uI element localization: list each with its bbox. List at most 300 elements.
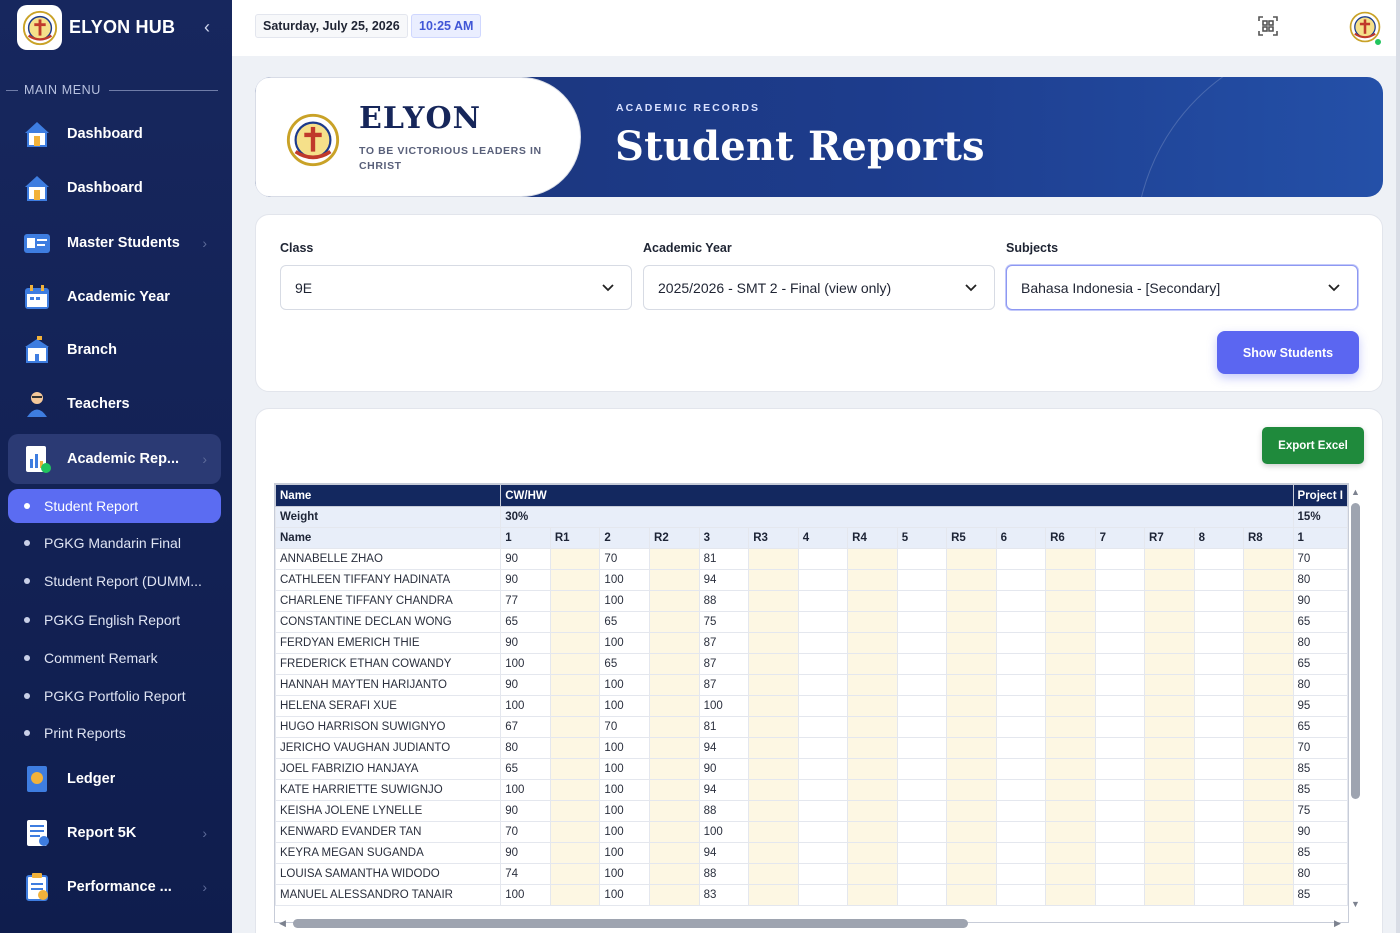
score-cell[interactable] — [996, 885, 1045, 906]
score-cell[interactable]: 100 — [600, 864, 650, 885]
score-cell[interactable] — [798, 591, 847, 612]
score-cell[interactable] — [798, 549, 847, 570]
score-cell[interactable] — [996, 675, 1045, 696]
remark-score-cell[interactable] — [1243, 759, 1293, 780]
remark-score-cell[interactable] — [1046, 612, 1096, 633]
remark-score-cell[interactable] — [650, 759, 700, 780]
remark-score-cell[interactable] — [947, 864, 997, 885]
remark-score-cell[interactable] — [550, 801, 600, 822]
score-cell[interactable]: 100 — [600, 885, 650, 906]
score-cell[interactable]: 87 — [699, 654, 749, 675]
remark-score-cell[interactable] — [947, 822, 997, 843]
score-cell[interactable] — [798, 801, 847, 822]
remark-score-cell[interactable] — [550, 843, 600, 864]
score-cell[interactable] — [1194, 654, 1243, 675]
remark-score-cell[interactable] — [1243, 654, 1293, 675]
remark-score-cell[interactable] — [650, 654, 700, 675]
remark-score-cell[interactable] — [947, 738, 997, 759]
score-cell[interactable] — [1194, 549, 1243, 570]
remark-score-cell[interactable] — [1145, 738, 1195, 759]
score-cell[interactable]: 90 — [501, 843, 551, 864]
remark-score-cell[interactable] — [1243, 591, 1293, 612]
sidebar-item-dashboard[interactable] — [8, 109, 221, 159]
remark-score-cell[interactable] — [749, 654, 799, 675]
remark-score-cell[interactable] — [749, 633, 799, 654]
project-score-cell[interactable]: 85 — [1293, 885, 1347, 906]
score-cell[interactable]: 94 — [699, 738, 749, 759]
score-cell[interactable] — [1095, 675, 1144, 696]
remark-score-cell[interactable] — [550, 822, 600, 843]
page-scrollbar[interactable] — [1396, 0, 1400, 933]
score-cell[interactable]: 100 — [600, 675, 650, 696]
score-cell[interactable] — [1194, 612, 1243, 633]
score-cell[interactable] — [996, 696, 1045, 717]
remark-score-cell[interactable] — [848, 696, 898, 717]
remark-score-cell[interactable] — [947, 654, 997, 675]
score-cell[interactable] — [897, 801, 946, 822]
project-score-cell[interactable]: 85 — [1293, 759, 1347, 780]
score-cell[interactable] — [1095, 738, 1144, 759]
score-cell[interactable] — [897, 738, 946, 759]
remark-score-cell[interactable] — [1243, 696, 1293, 717]
remark-score-cell[interactable] — [550, 612, 600, 633]
table-row[interactable] — [276, 654, 1348, 675]
score-cell[interactable]: 100 — [501, 885, 551, 906]
table-row[interactable] — [276, 696, 1348, 717]
score-cell[interactable]: 70 — [600, 717, 650, 738]
scroll-right-icon[interactable]: ▶ — [1334, 918, 1341, 928]
remark-score-cell[interactable] — [848, 549, 898, 570]
remark-score-cell[interactable] — [1145, 759, 1195, 780]
score-cell[interactable] — [897, 549, 946, 570]
remark-score-cell[interactable] — [1145, 864, 1195, 885]
project-score-cell[interactable]: 80 — [1293, 570, 1347, 591]
remark-score-cell[interactable] — [1046, 633, 1096, 654]
remark-score-cell[interactable] — [947, 759, 997, 780]
remark-score-cell[interactable] — [749, 675, 799, 696]
remark-score-cell[interactable] — [947, 612, 997, 633]
table-row[interactable] — [276, 549, 1348, 570]
score-cell[interactable]: 88 — [699, 801, 749, 822]
remark-score-cell[interactable] — [749, 864, 799, 885]
remark-score-cell[interactable] — [947, 843, 997, 864]
remark-score-cell[interactable] — [749, 780, 799, 801]
remark-score-cell[interactable] — [1145, 780, 1195, 801]
remark-score-cell[interactable] — [1145, 570, 1195, 591]
remark-score-cell[interactable] — [1145, 822, 1195, 843]
remark-score-cell[interactable] — [848, 843, 898, 864]
remark-score-cell[interactable] — [1145, 801, 1195, 822]
remark-score-cell[interactable] — [650, 612, 700, 633]
project-score-cell[interactable]: 70 — [1293, 738, 1347, 759]
score-cell[interactable] — [897, 675, 946, 696]
remark-score-cell[interactable] — [1046, 759, 1096, 780]
score-cell[interactable] — [1194, 675, 1243, 696]
score-cell[interactable] — [798, 780, 847, 801]
score-cell[interactable]: 83 — [699, 885, 749, 906]
score-cell[interactable] — [996, 549, 1045, 570]
sidebar-item-performance[interactable] — [8, 862, 221, 912]
remark-score-cell[interactable] — [848, 759, 898, 780]
score-cell[interactable] — [1194, 738, 1243, 759]
score-cell[interactable] — [1095, 570, 1144, 591]
score-cell[interactable]: 100 — [501, 780, 551, 801]
remark-score-cell[interactable] — [650, 780, 700, 801]
remark-score-cell[interactable] — [550, 717, 600, 738]
export-excel-button[interactable]: Export Excel — [1262, 427, 1364, 464]
remark-score-cell[interactable] — [1145, 549, 1195, 570]
project-score-cell[interactable]: 65 — [1293, 612, 1347, 633]
score-cell[interactable] — [1095, 549, 1144, 570]
project-score-cell[interactable]: 90 — [1293, 822, 1347, 843]
remark-score-cell[interactable] — [550, 654, 600, 675]
remark-score-cell[interactable] — [650, 843, 700, 864]
remark-score-cell[interactable] — [848, 738, 898, 759]
project-score-cell[interactable]: 75 — [1293, 801, 1347, 822]
remark-score-cell[interactable] — [650, 864, 700, 885]
score-cell[interactable] — [1194, 633, 1243, 654]
remark-score-cell[interactable] — [749, 822, 799, 843]
remark-score-cell[interactable] — [848, 864, 898, 885]
table-row[interactable] — [276, 801, 1348, 822]
score-cell[interactable] — [996, 864, 1045, 885]
remark-score-cell[interactable] — [1145, 654, 1195, 675]
score-cell[interactable] — [897, 822, 946, 843]
score-cell[interactable]: 100 — [600, 570, 650, 591]
remark-score-cell[interactable] — [1046, 675, 1096, 696]
remark-score-cell[interactable] — [749, 738, 799, 759]
remark-score-cell[interactable] — [848, 822, 898, 843]
score-cell[interactable]: 90 — [501, 675, 551, 696]
vertical-scroll-thumb[interactable] — [1351, 503, 1360, 799]
score-cell[interactable] — [1194, 759, 1243, 780]
remark-score-cell[interactable] — [947, 696, 997, 717]
remark-score-cell[interactable] — [1046, 696, 1096, 717]
remark-score-cell[interactable] — [1243, 780, 1293, 801]
subjects-select[interactable] — [1006, 265, 1358, 310]
remark-score-cell[interactable] — [848, 675, 898, 696]
project-score-cell[interactable]: 65 — [1293, 654, 1347, 675]
sidebar-item-master-students[interactable] — [8, 218, 221, 268]
remark-score-cell[interactable] — [650, 822, 700, 843]
submenu-item-pgkg-english-report[interactable] — [8, 603, 221, 637]
score-cell[interactable]: 100 — [600, 801, 650, 822]
remark-score-cell[interactable] — [1145, 591, 1195, 612]
table-row[interactable] — [276, 717, 1348, 738]
score-cell[interactable]: 90 — [501, 570, 551, 591]
remark-score-cell[interactable] — [650, 696, 700, 717]
score-cell[interactable]: 100 — [600, 591, 650, 612]
remark-score-cell[interactable] — [1046, 549, 1096, 570]
score-cell[interactable]: 80 — [501, 738, 551, 759]
scroll-up-icon[interactable]: ▲ — [1351, 487, 1360, 497]
remark-score-cell[interactable] — [749, 612, 799, 633]
remark-score-cell[interactable] — [1046, 591, 1096, 612]
score-cell[interactable] — [798, 612, 847, 633]
score-cell[interactable] — [897, 696, 946, 717]
sidebar-item-academic-year[interactable] — [8, 272, 221, 322]
remark-score-cell[interactable] — [1046, 738, 1096, 759]
score-cell[interactable] — [996, 654, 1045, 675]
score-cell[interactable] — [996, 570, 1045, 591]
score-cell[interactable] — [996, 591, 1045, 612]
score-cell[interactable]: 94 — [699, 570, 749, 591]
project-score-cell[interactable]: 90 — [1293, 591, 1347, 612]
score-cell[interactable] — [1095, 864, 1144, 885]
remark-score-cell[interactable] — [650, 885, 700, 906]
remark-score-cell[interactable] — [1046, 717, 1096, 738]
score-cell[interactable] — [798, 885, 847, 906]
submenu-item-print-reports[interactable] — [8, 716, 221, 750]
sidebar-item-dashboard[interactable] — [8, 163, 221, 213]
score-cell[interactable]: 77 — [501, 591, 551, 612]
remark-score-cell[interactable] — [650, 675, 700, 696]
remark-score-cell[interactable] — [749, 549, 799, 570]
score-cell[interactable] — [1194, 822, 1243, 843]
score-cell[interactable] — [1194, 591, 1243, 612]
score-cell[interactable]: 90 — [699, 759, 749, 780]
score-cell[interactable] — [798, 843, 847, 864]
remark-score-cell[interactable] — [749, 801, 799, 822]
score-cell[interactable]: 100 — [600, 633, 650, 654]
remark-score-cell[interactable] — [1243, 864, 1293, 885]
project-score-cell[interactable]: 85 — [1293, 843, 1347, 864]
score-cell[interactable] — [798, 696, 847, 717]
table-row[interactable] — [276, 633, 1348, 654]
remark-score-cell[interactable] — [1145, 717, 1195, 738]
table-row[interactable] — [276, 822, 1348, 843]
score-cell[interactable] — [798, 654, 847, 675]
remark-score-cell[interactable] — [1243, 885, 1293, 906]
remark-score-cell[interactable] — [550, 591, 600, 612]
remark-score-cell[interactable] — [550, 759, 600, 780]
table-row[interactable] — [276, 864, 1348, 885]
score-cell[interactable] — [996, 633, 1045, 654]
score-cell[interactable] — [1095, 759, 1144, 780]
score-cell[interactable] — [798, 717, 847, 738]
remark-score-cell[interactable] — [650, 633, 700, 654]
remark-score-cell[interactable] — [1145, 885, 1195, 906]
sidebar-item-teachers[interactable] — [8, 379, 221, 429]
score-cell[interactable] — [1095, 885, 1144, 906]
sidebar-item-academic-rep[interactable] — [8, 434, 221, 484]
remark-score-cell[interactable] — [1243, 738, 1293, 759]
remark-score-cell[interactable] — [550, 738, 600, 759]
qr-scan-icon[interactable] — [1256, 14, 1280, 38]
score-cell[interactable] — [798, 738, 847, 759]
score-cell[interactable]: 90 — [501, 549, 551, 570]
score-cell[interactable]: 100 — [600, 696, 650, 717]
remark-score-cell[interactable] — [848, 654, 898, 675]
score-cell[interactable]: 65 — [501, 612, 551, 633]
score-cell[interactable] — [1194, 885, 1243, 906]
remark-score-cell[interactable] — [1145, 675, 1195, 696]
remark-score-cell[interactable] — [947, 633, 997, 654]
remark-score-cell[interactable] — [1046, 801, 1096, 822]
remark-score-cell[interactable] — [947, 780, 997, 801]
remark-score-cell[interactable] — [1145, 633, 1195, 654]
score-cell[interactable]: 100 — [600, 780, 650, 801]
score-cell[interactable] — [1095, 822, 1144, 843]
table-row[interactable] — [276, 738, 1348, 759]
score-cell[interactable] — [1095, 780, 1144, 801]
remark-score-cell[interactable] — [550, 780, 600, 801]
table-row[interactable] — [276, 780, 1348, 801]
score-cell[interactable] — [996, 612, 1045, 633]
remark-score-cell[interactable] — [1243, 549, 1293, 570]
score-cell[interactable]: 90 — [501, 801, 551, 822]
score-cell[interactable] — [996, 843, 1045, 864]
score-cell[interactable] — [996, 738, 1045, 759]
score-cell[interactable] — [897, 759, 946, 780]
score-cell[interactable] — [897, 717, 946, 738]
sidebar-item-branch[interactable] — [8, 325, 221, 375]
score-cell[interactable] — [1194, 696, 1243, 717]
remark-score-cell[interactable] — [1046, 885, 1096, 906]
remark-score-cell[interactable] — [1046, 864, 1096, 885]
score-cell[interactable]: 100 — [600, 822, 650, 843]
score-cell[interactable] — [1095, 801, 1144, 822]
score-cell[interactable] — [1095, 633, 1144, 654]
project-score-cell[interactable]: 65 — [1293, 717, 1347, 738]
project-score-cell[interactable]: 95 — [1293, 696, 1347, 717]
remark-score-cell[interactable] — [650, 717, 700, 738]
remark-score-cell[interactable] — [1046, 822, 1096, 843]
collapse-sidebar-icon[interactable]: ‹ — [204, 17, 210, 37]
score-cell[interactable] — [996, 822, 1045, 843]
score-cell[interactable] — [1194, 843, 1243, 864]
remark-score-cell[interactable] — [1046, 570, 1096, 591]
score-cell[interactable]: 81 — [699, 717, 749, 738]
score-cell[interactable]: 88 — [699, 864, 749, 885]
score-cell[interactable] — [897, 633, 946, 654]
submenu-item-pgkg-portfolio-report[interactable] — [8, 679, 221, 713]
score-cell[interactable] — [1095, 591, 1144, 612]
remark-score-cell[interactable] — [947, 717, 997, 738]
score-cell[interactable] — [897, 570, 946, 591]
project-score-cell[interactable]: 85 — [1293, 780, 1347, 801]
remark-score-cell[interactable] — [1243, 570, 1293, 591]
score-cell[interactable] — [1194, 570, 1243, 591]
remark-score-cell[interactable] — [947, 801, 997, 822]
remark-score-cell[interactable] — [550, 696, 600, 717]
remark-score-cell[interactable] — [848, 717, 898, 738]
remark-score-cell[interactable] — [650, 801, 700, 822]
score-cell[interactable] — [1095, 717, 1144, 738]
class-select[interactable] — [280, 265, 632, 310]
score-cell[interactable]: 75 — [699, 612, 749, 633]
remark-score-cell[interactable] — [749, 759, 799, 780]
project-score-cell[interactable]: 80 — [1293, 633, 1347, 654]
academic-year-select[interactable] — [643, 265, 995, 310]
score-cell[interactable] — [1194, 801, 1243, 822]
remark-score-cell[interactable] — [650, 549, 700, 570]
score-cell[interactable] — [1194, 717, 1243, 738]
score-cell[interactable] — [1095, 843, 1144, 864]
project-score-cell[interactable]: 80 — [1293, 864, 1347, 885]
score-cell[interactable]: 90 — [501, 633, 551, 654]
remark-score-cell[interactable] — [947, 549, 997, 570]
score-cell[interactable] — [798, 675, 847, 696]
score-cell[interactable] — [897, 654, 946, 675]
remark-score-cell[interactable] — [947, 675, 997, 696]
score-cell[interactable] — [897, 843, 946, 864]
remark-score-cell[interactable] — [1145, 843, 1195, 864]
submenu-item-comment-remark[interactable] — [8, 641, 221, 675]
remark-score-cell[interactable] — [848, 801, 898, 822]
remark-score-cell[interactable] — [749, 843, 799, 864]
remark-score-cell[interactable] — [650, 738, 700, 759]
score-cell[interactable]: 74 — [501, 864, 551, 885]
score-cell[interactable] — [897, 864, 946, 885]
remark-score-cell[interactable] — [650, 591, 700, 612]
horizontal-scroll-thumb[interactable] — [293, 919, 968, 928]
score-cell[interactable] — [798, 822, 847, 843]
remark-score-cell[interactable] — [848, 591, 898, 612]
remark-score-cell[interactable] — [1046, 654, 1096, 675]
remark-score-cell[interactable] — [947, 885, 997, 906]
sidebar-item-ledger[interactable] — [8, 754, 221, 804]
scroll-down-icon[interactable]: ▼ — [1351, 899, 1360, 909]
remark-score-cell[interactable] — [1243, 612, 1293, 633]
table-row[interactable] — [276, 612, 1348, 633]
remark-score-cell[interactable] — [749, 591, 799, 612]
remark-score-cell[interactable] — [749, 717, 799, 738]
score-cell[interactable]: 94 — [699, 843, 749, 864]
remark-score-cell[interactable] — [550, 864, 600, 885]
table-row[interactable] — [276, 570, 1348, 591]
score-cell[interactable] — [897, 612, 946, 633]
table-row[interactable] — [276, 885, 1348, 906]
score-cell[interactable]: 100 — [501, 696, 551, 717]
score-cell[interactable]: 88 — [699, 591, 749, 612]
score-cell[interactable]: 100 — [600, 843, 650, 864]
remark-score-cell[interactable] — [947, 570, 997, 591]
score-cell[interactable]: 100 — [600, 759, 650, 780]
remark-score-cell[interactable] — [947, 591, 997, 612]
score-cell[interactable] — [1095, 654, 1144, 675]
remark-score-cell[interactable] — [1046, 843, 1096, 864]
remark-score-cell[interactable] — [1243, 843, 1293, 864]
remark-score-cell[interactable] — [550, 675, 600, 696]
project-score-cell[interactable]: 70 — [1293, 549, 1347, 570]
score-cell[interactable] — [798, 864, 847, 885]
score-cell[interactable] — [996, 717, 1045, 738]
submenu-item-student-report-dumm[interactable] — [8, 564, 221, 598]
score-cell[interactable] — [1194, 780, 1243, 801]
score-cell[interactable]: 65 — [501, 759, 551, 780]
score-cell[interactable] — [798, 759, 847, 780]
score-cell[interactable] — [798, 633, 847, 654]
remark-score-cell[interactable] — [848, 612, 898, 633]
remark-score-cell[interactable] — [1145, 696, 1195, 717]
score-cell[interactable]: 65 — [600, 654, 650, 675]
score-cell[interactable]: 81 — [699, 549, 749, 570]
remark-score-cell[interactable] — [848, 633, 898, 654]
score-cell[interactable]: 87 — [699, 675, 749, 696]
remark-score-cell[interactable] — [749, 570, 799, 591]
score-cell[interactable] — [798, 570, 847, 591]
score-cell[interactable] — [897, 780, 946, 801]
score-cell[interactable]: 100 — [501, 654, 551, 675]
remark-score-cell[interactable] — [848, 780, 898, 801]
scroll-left-icon[interactable]: ◀ — [279, 918, 286, 928]
score-cell[interactable]: 100 — [600, 738, 650, 759]
score-cell[interactable]: 70 — [600, 549, 650, 570]
score-cell[interactable]: 100 — [699, 696, 749, 717]
table-row[interactable] — [276, 759, 1348, 780]
remark-score-cell[interactable] — [1145, 612, 1195, 633]
